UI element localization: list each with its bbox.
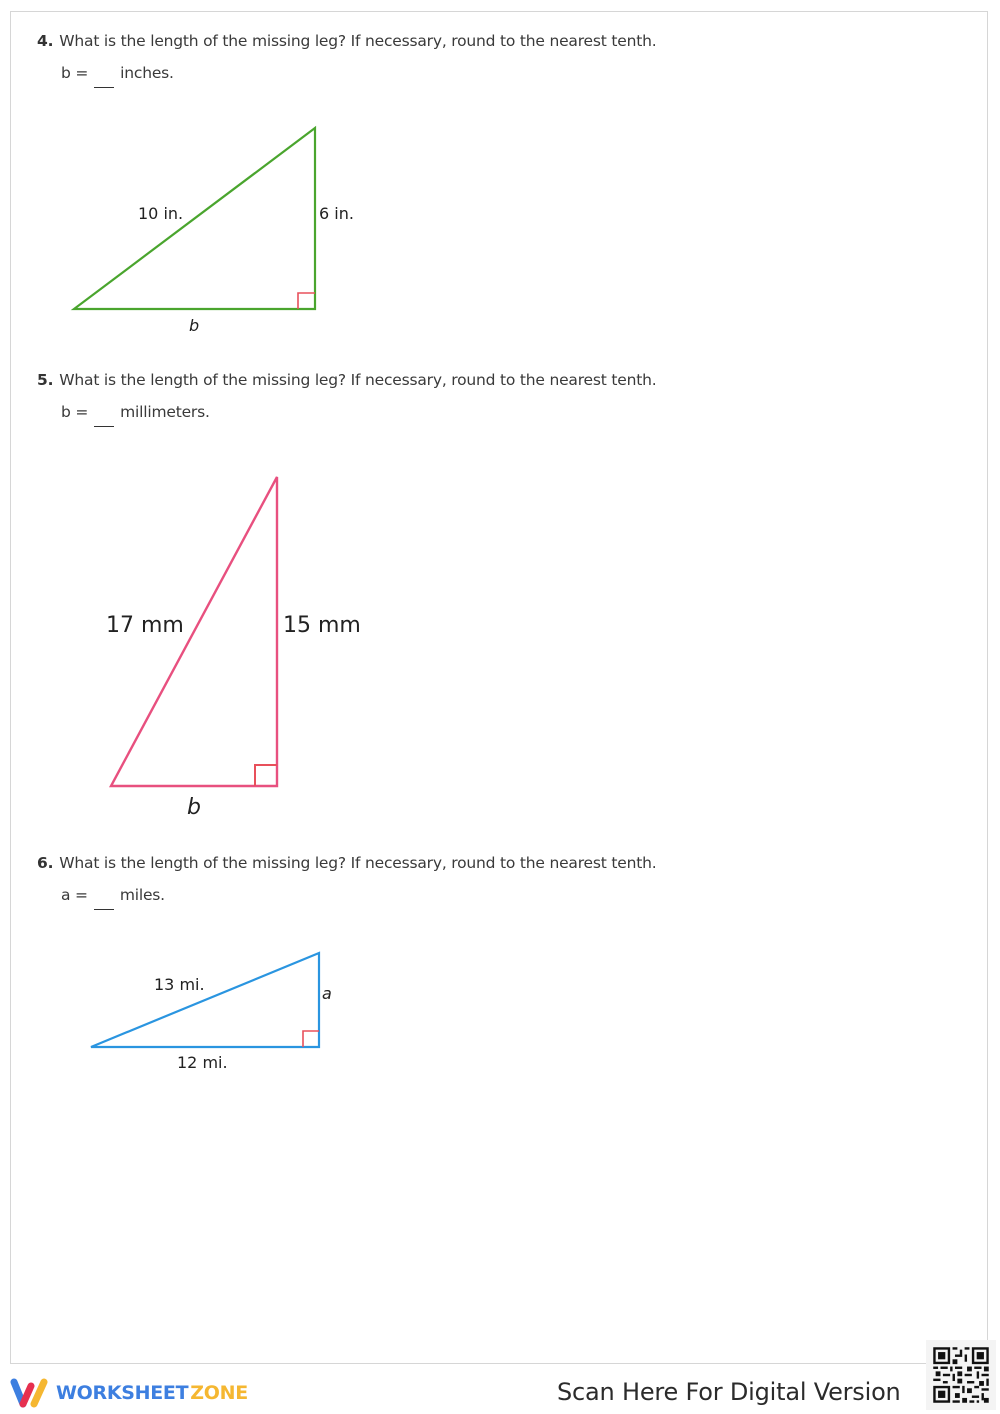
answer-unit: miles. (119, 886, 165, 904)
qr-code[interactable] (926, 1340, 996, 1410)
answer-prefix: a = (61, 886, 88, 904)
brand-name-part2: ZONE (190, 1382, 248, 1404)
question-prompt: What is the length of the missing leg? If necessary, round to the nearest tenth. (59, 854, 657, 872)
question-number: 4. (37, 32, 54, 50)
horizontal-leg-label: b (187, 795, 201, 820)
vertical-leg-label: a (322, 984, 332, 1003)
answer-unit: millimeters. (120, 403, 210, 421)
scan-instruction: Scan Here For Digital Version (557, 1378, 901, 1406)
answer-prefix: b = (61, 64, 89, 82)
brand-name-part1: WORKSHEET (56, 1382, 189, 1404)
horizontal-leg-label: 12 mi. (177, 1053, 228, 1072)
question-prompt: What is the length of the missing leg? If necessary, round to the nearest tenth. (59, 371, 657, 389)
answer-prefix: b = (61, 403, 89, 421)
worksheet-zone-logo (10, 1376, 248, 1410)
question-prompt: What is the length of the missing leg? If necessary, round to the nearest tenth. (59, 32, 657, 50)
question-number: 6. (37, 854, 54, 872)
vertical-leg-label: 6 in. (319, 204, 354, 223)
hypotenuse-label: 10 in. (138, 204, 184, 223)
question-number: 5. (37, 371, 54, 389)
right-angle-marker (303, 1031, 319, 1047)
horizontal-leg-label: b (189, 316, 200, 335)
answer-unit: inches. (120, 64, 174, 82)
hypotenuse-label: 17 mm (106, 613, 184, 638)
logo-mark-icon (10, 1376, 50, 1410)
vertical-leg-label: 15 mm (283, 613, 361, 638)
hypotenuse-label: 13 mi. (154, 975, 205, 994)
qr-code-icon (926, 1340, 996, 1410)
